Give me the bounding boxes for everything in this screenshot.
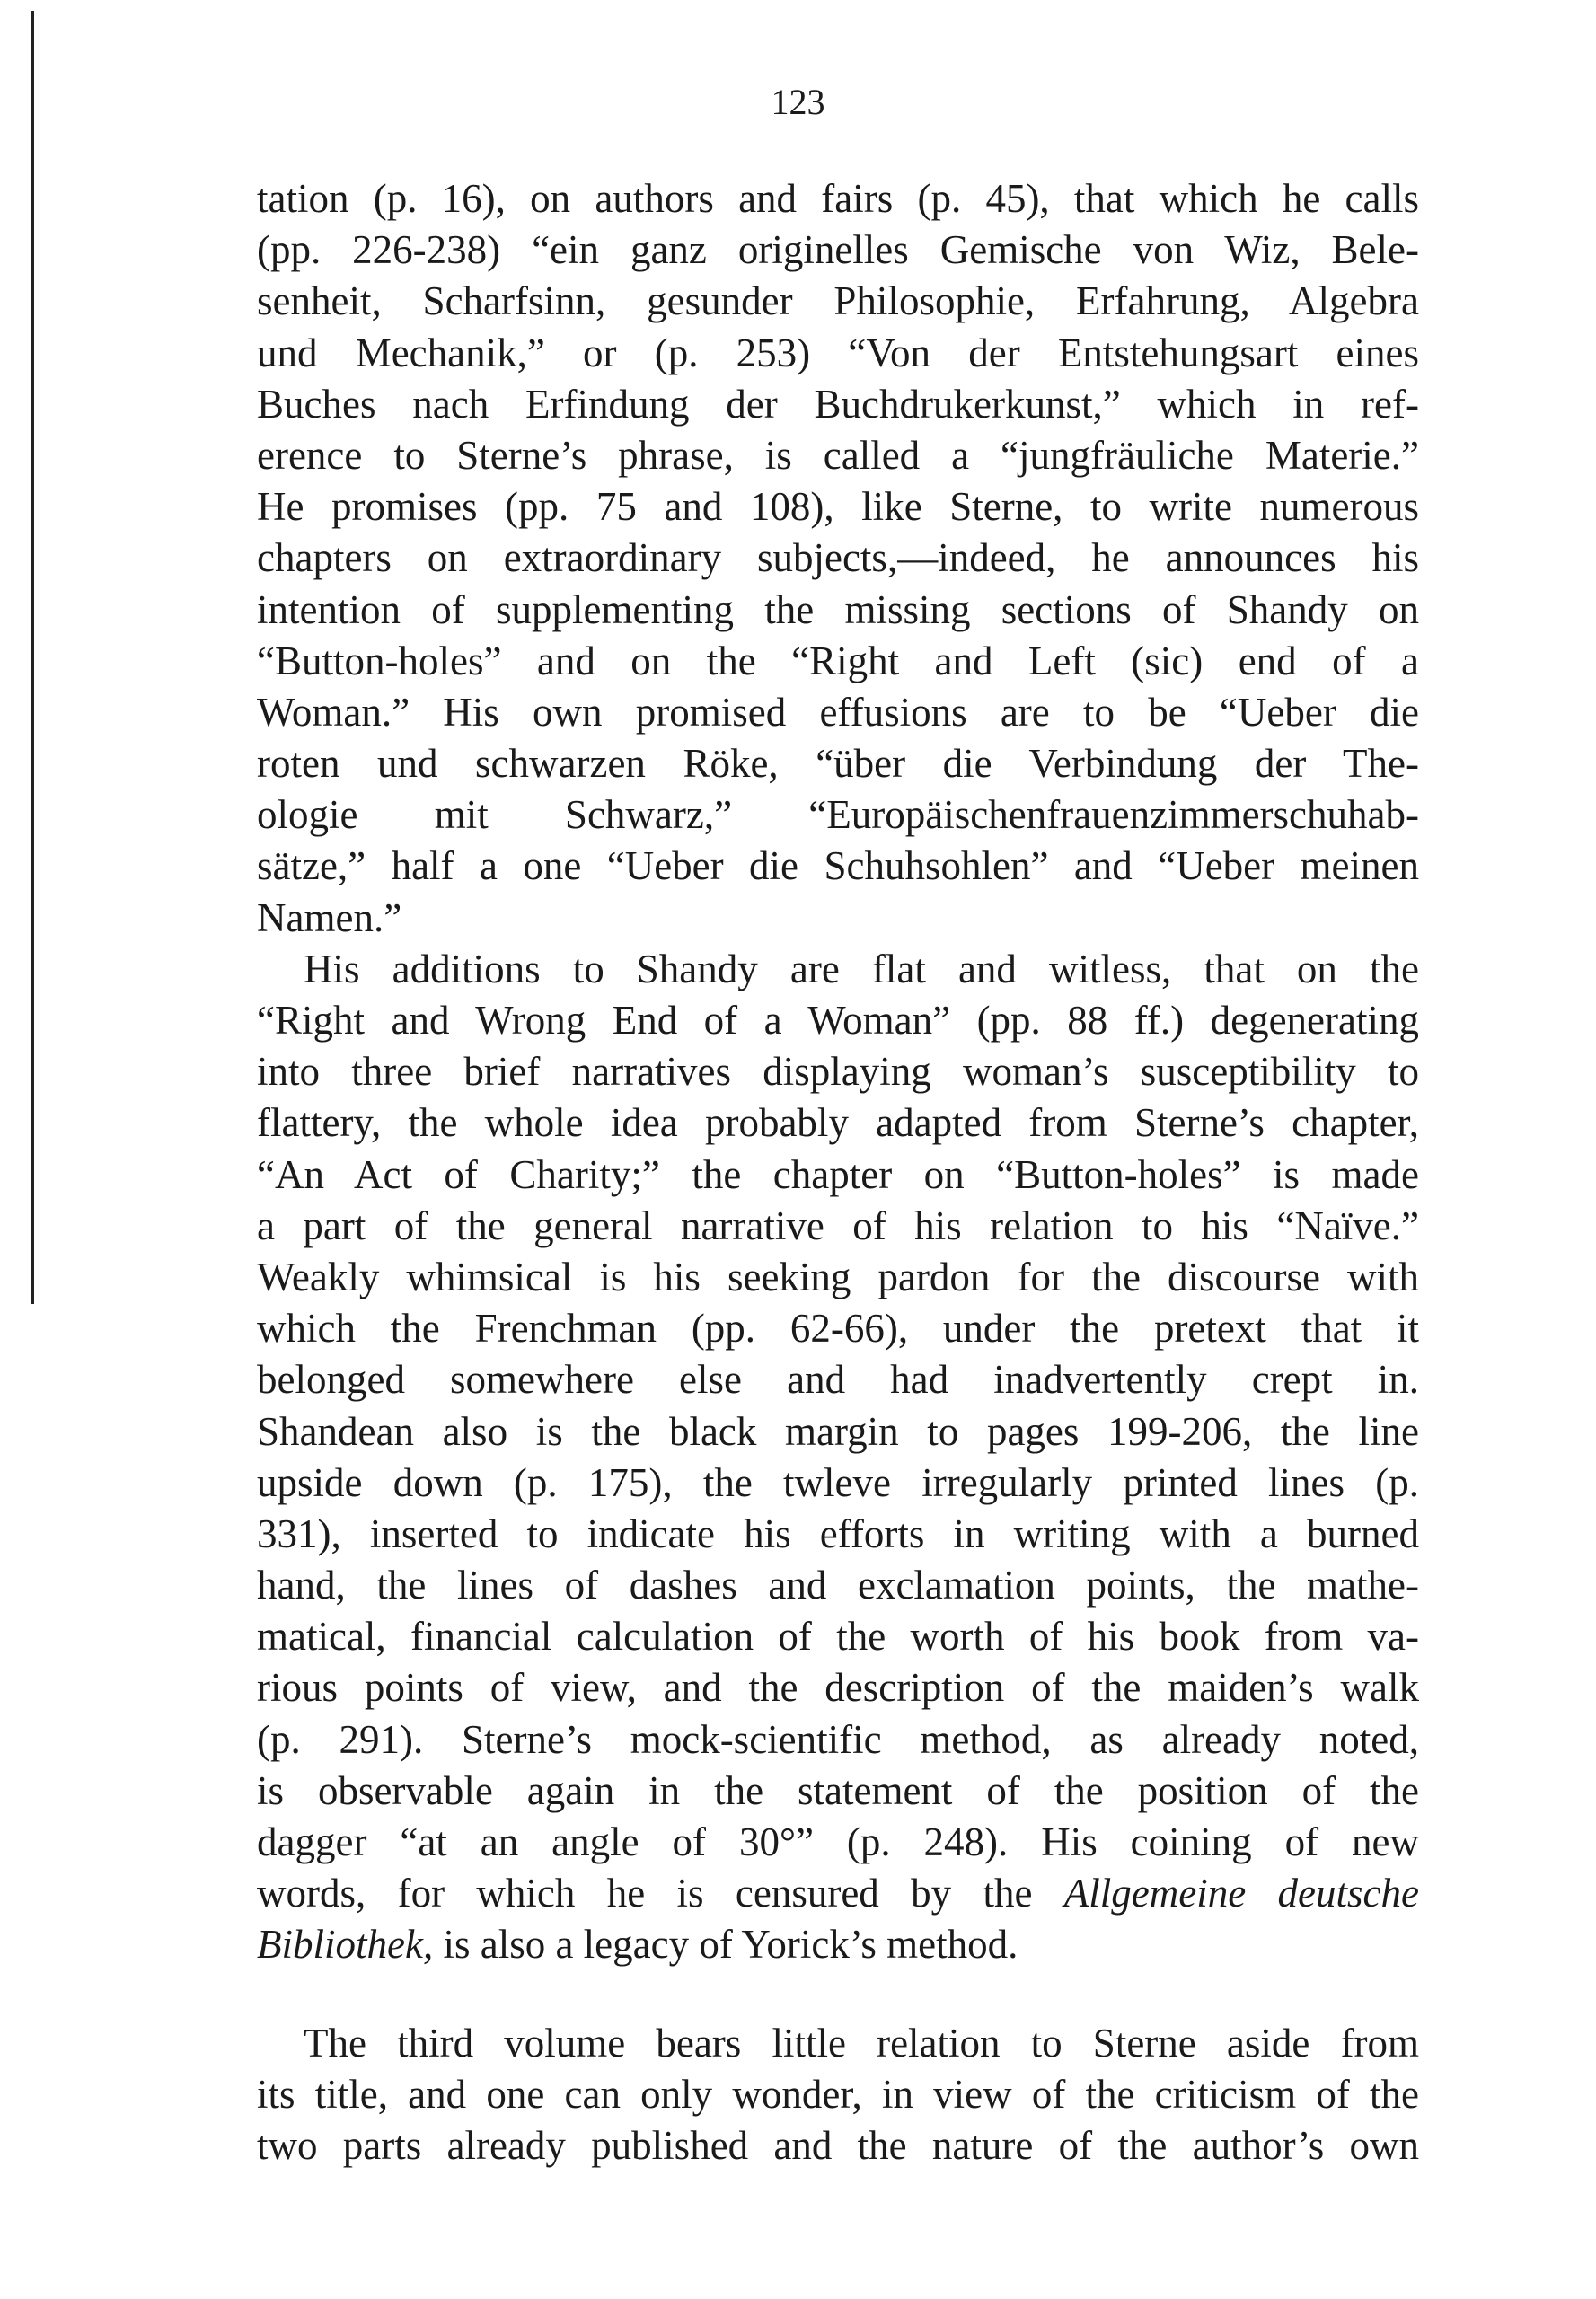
text-line bbox=[257, 1046, 1419, 1097]
italic-title: Allgemeine deutsche bbox=[1063, 1871, 1419, 1916]
text-line bbox=[257, 1252, 1419, 1303]
text-run: which the Frenchman (pp. 62-66), under the pretext that it bbox=[257, 1306, 1419, 1352]
italic-title: Bibliothek, bbox=[257, 1922, 434, 1968]
text-run: is also a legacy of Yorick’s method. bbox=[433, 1922, 1018, 1968]
text-line bbox=[257, 893, 1419, 944]
text-line bbox=[257, 379, 1419, 430]
text-line bbox=[257, 1303, 1419, 1354]
text-line bbox=[257, 1354, 1419, 1405]
text-line bbox=[257, 533, 1419, 584]
text-line bbox=[257, 1097, 1419, 1149]
text-line bbox=[257, 276, 1419, 327]
text-line bbox=[257, 481, 1419, 533]
text-run: Buches nach Erfindung der Buchdrukerkunst,” which in ref- bbox=[257, 381, 1419, 427]
text-line bbox=[257, 328, 1419, 379]
body-text bbox=[257, 173, 1419, 2171]
text-run: sätze,” half a one “Ueber die Schuhsohlen” and “Ueber meinen bbox=[257, 843, 1419, 889]
text-run: Namen.” bbox=[257, 894, 402, 940]
text-run: is observable again in the statement of the position of the bbox=[257, 1767, 1419, 1813]
text-run: two parts already published and the nature of the author’s own bbox=[257, 2122, 1419, 2168]
text-run: “Right and Wrong End of a Woman” (pp. 88 ff.) degenerating bbox=[257, 998, 1419, 1043]
text-run: a part of the general narrative of his relation to his “Naïve.” bbox=[257, 1202, 1419, 1248]
text-line bbox=[257, 2120, 1419, 2171]
text-line bbox=[257, 430, 1419, 481]
text-line bbox=[257, 1662, 1419, 1713]
text-run: matical, financial calculation of the worth of his book from va- bbox=[257, 1614, 1419, 1660]
text-line bbox=[257, 1919, 1419, 1970]
text-line bbox=[257, 1817, 1419, 1868]
text-run: rious points of view, and the description of the maiden’s walk bbox=[257, 1665, 1419, 1711]
text-line bbox=[257, 687, 1419, 738]
text-run: “An Act of Charity;” the chapter on “Button-holes” is made bbox=[257, 1151, 1419, 1197]
paragraph bbox=[257, 2018, 1419, 2172]
text-line bbox=[257, 944, 1419, 995]
text-run: (pp. 226-238) “ein ganz originelles Gemische von Wiz, Bele- bbox=[257, 227, 1419, 273]
text-run: dagger “at an angle of 30°” (p. 248). His coining of new bbox=[257, 1819, 1419, 1864]
paragraph bbox=[257, 944, 1419, 1971]
text-line bbox=[257, 1868, 1419, 1919]
text-run: upside down (p. 175), the twleve irregularly printed lines (p. bbox=[257, 1459, 1419, 1505]
text-run: senheit, Scharfsinn, gesunder Philosophie, Erfahrung, Algebra bbox=[257, 278, 1419, 324]
text-run: (p. 291). Sterne’s mock-scientific method, as already noted, bbox=[257, 1716, 1419, 1762]
text-run: its title, and one can only wonder, in view of the criticism of the bbox=[257, 2071, 1419, 2117]
text-run: hand, the lines of dashes and exclamation points, the mathe- bbox=[257, 1563, 1419, 1608]
text-run: chapters on extraordinary subjects,—indeed, he announces his bbox=[257, 535, 1419, 581]
text-line bbox=[257, 1509, 1419, 1560]
text-run: tation (p. 16), on authors and fairs (p. 45), that which he calls bbox=[257, 176, 1419, 221]
text-run: words, for which he is censured by the bbox=[257, 1871, 1064, 1916]
page-number: 123 bbox=[771, 82, 825, 122]
text-run: “Button-holes” and on the “Right and Left (sic) end of a bbox=[257, 638, 1419, 683]
text-line bbox=[257, 1406, 1419, 1458]
text-run: Weakly whimsical is his seeking pardon for the discourse with bbox=[257, 1254, 1419, 1299]
text-line bbox=[257, 1201, 1419, 1252]
text-line bbox=[257, 1560, 1419, 1611]
text-line bbox=[257, 1611, 1419, 1662]
text-run: ologie mit Schwarz,” “Europäischenfrauenzimmerschuhab- bbox=[257, 792, 1419, 838]
text-line bbox=[257, 1458, 1419, 1509]
text-run: erence to Sterne’s phrase, is called a “jungfräuliche Materie.” bbox=[257, 432, 1419, 478]
text-run: Woman.” His own promised effusions are to be “Ueber die bbox=[257, 689, 1419, 735]
text-run: intention of supplementing the missing sections of Shandy on bbox=[257, 586, 1419, 632]
text-run: roten und schwarzen Röke, “über die Verbindung der The- bbox=[257, 741, 1419, 787]
text-run: belonged somewhere else and had inadvertently crept in. bbox=[257, 1357, 1419, 1403]
text-run: The third volume bears little relation to Sterne aside from bbox=[304, 2020, 1419, 2066]
text-line bbox=[257, 173, 1419, 225]
text-line bbox=[257, 2069, 1419, 2120]
text-run: flattery, the whole idea probably adapted from Sterne’s chapter, bbox=[257, 1100, 1419, 1146]
text-run: into three brief narratives displaying woman’s susceptibility to bbox=[257, 1049, 1419, 1095]
text-line bbox=[257, 1766, 1419, 1817]
text-line bbox=[257, 995, 1419, 1046]
text-line bbox=[257, 1150, 1419, 1201]
text-run: 331), inserted to indicate his efforts in writing with a burned bbox=[257, 1511, 1419, 1556]
text-line bbox=[257, 585, 1419, 636]
paragraph bbox=[257, 173, 1419, 944]
text-run: Shandean also is the black margin to pages 199-206, the line bbox=[257, 1408, 1419, 1454]
scan-margin-rule bbox=[31, 11, 34, 1304]
text-line bbox=[257, 789, 1419, 841]
text-line bbox=[257, 2018, 1419, 2069]
text-line bbox=[257, 636, 1419, 687]
text-line bbox=[257, 1714, 1419, 1766]
text-run: His additions to Shandy are flat and witless, that on the bbox=[304, 946, 1419, 991]
text-line bbox=[257, 738, 1419, 789]
text-run: und Mechanik,” or (p. 253) “Von der Entstehungsart eines bbox=[257, 330, 1419, 375]
text-line bbox=[257, 841, 1419, 892]
text-run: He promises (pp. 75 and 108), like Sterne, to write numerous bbox=[257, 484, 1419, 530]
text-line bbox=[257, 225, 1419, 276]
